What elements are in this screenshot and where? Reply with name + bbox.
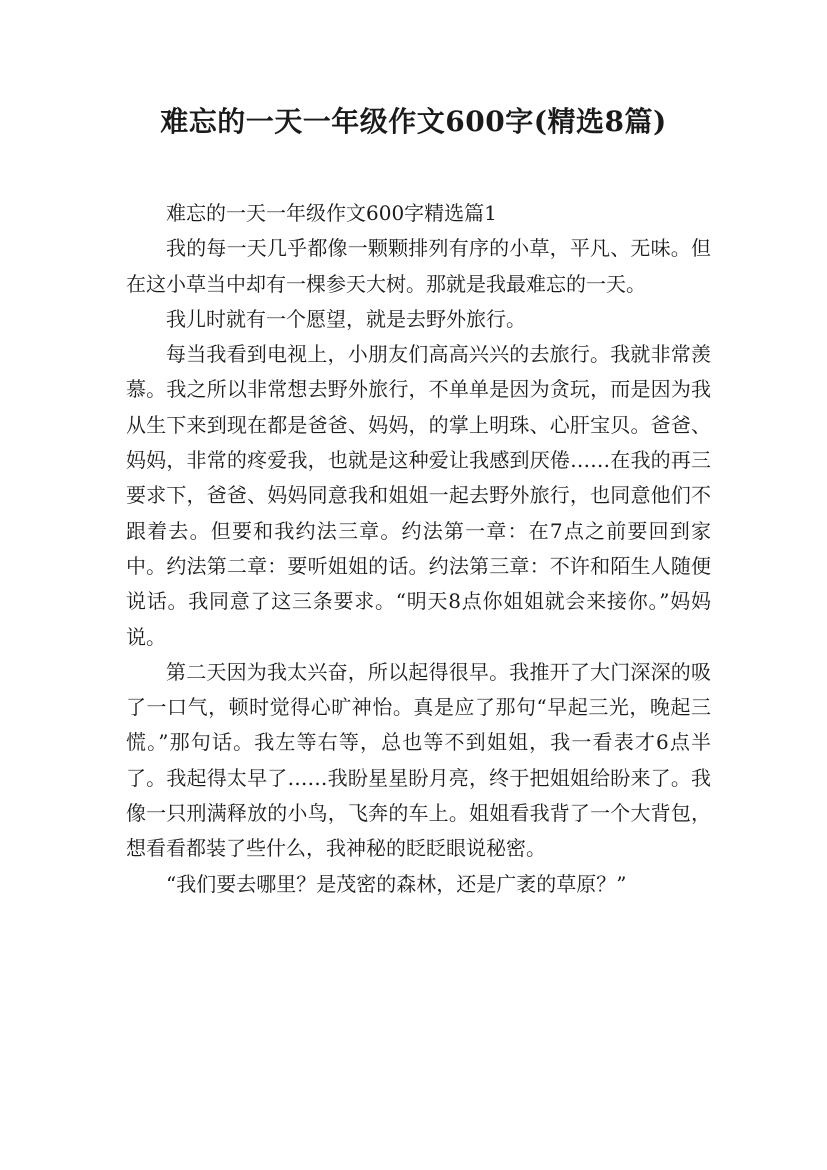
paragraph-2: 我儿时就有一个愿望，就是去野外旅行。 [166, 306, 526, 331]
document-body [126, 196, 711, 902]
paragraph-5: “我们要去哪里？是茂密的森林，还是广袤的草原？” [166, 871, 627, 896]
section-heading: 难忘的一天一年级作文600字精选篇1 [166, 201, 497, 225]
document-title: 难忘的一天一年级作文600字(精选8篇) [160, 105, 667, 138]
paragraph-4: 第二天因为我太兴奋，所以起得很早。我推开了大门深深的吸了一口气，顿时觉得心旷神怡。真是应了那句“早起三光，晚起三慌。”那句话。我左等右等，总也等不到姐姐，我一看表才6点半了。我起得太早了……我盼星星盼月亮，终于把姐姐给盼来了。我像一只刑满释放的小鸟，飞奔的车上。姐姐看我背了一个大背包，想看看都装了些什么，我神秘的眨眨眼说秘密。 [126, 659, 711, 861]
paragraph-3: 每当我看到电视上，小朋友们高高兴兴的去旅行。我就非常羡慕。我之所以非常想去野外旅行，不单单是因为贪玩，而是因为我从生下来到现在都是爸爸、妈妈，的掌上明珠、心肝宝贝。爸爸、妈妈，非常的疼爱我，也就是这种爱让我感到厌倦……在我的再三要求下，爸爸、妈妈同意我和姐姐一起去野外旅行，也同意他们不跟着去。但要和我约法三章。约法第一章：在7点之前要回到家中。约法第二章：要听姐姐的话。约法第三章：不许和陌生人随便说话。我同意了这三条要求。“明天8点你姐姐就会来接你。”妈妈说。 [126, 342, 711, 649]
paragraph-1: 我的每一天几乎都像一颗颗排列有序的小草，平凡、无味。但在这小草当中却有一棵参天大树。那就是我最难忘的一天。 [126, 236, 711, 296]
